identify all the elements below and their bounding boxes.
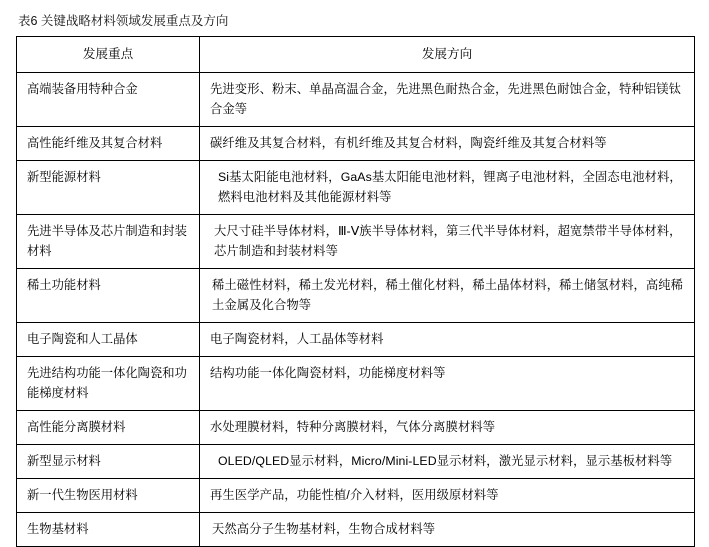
cell-focus: 高端装备用特种合金 [17, 73, 200, 127]
table-header [17, 37, 695, 73]
table-row [17, 215, 695, 269]
table-row [17, 513, 695, 547]
cell-direction: 天然高分子生物基材料，生物合成材料等 [200, 513, 695, 547]
table-row [17, 357, 695, 411]
strategic-materials-table [16, 36, 695, 547]
cell-direction: 大尺寸硅半导体材料，Ⅲ-Ⅴ族半导体材料，第三代半导体材料，超宽禁带半导体材料，芯片制造和封装材料等 [200, 215, 695, 269]
column-header-focus: 发展重点 [17, 37, 200, 73]
table-header-row [17, 37, 695, 73]
cell-direction: 碳纤维及其复合材料，有机纤维及其复合材料，陶瓷纤维及其复合材料等 [200, 127, 695, 161]
cell-direction: OLED/QLED显示材料，Micro/Mini-LED显示材料，激光显示材料，显示基板材料等 [200, 445, 695, 479]
table-body [17, 73, 695, 547]
cell-focus: 稀土功能材料 [17, 269, 200, 323]
table-row [17, 445, 695, 479]
table-row [17, 127, 695, 161]
cell-direction: 先进变形、粉末、单晶高温合金，先进黑色耐热合金，先进黑色耐蚀合金，特种铝镁钛合金等 [200, 73, 695, 127]
cell-focus: 先进结构功能一体化陶瓷和功能梯度材料 [17, 357, 200, 411]
table-row [17, 411, 695, 445]
cell-focus: 生物基材料 [17, 513, 200, 547]
cell-focus: 电子陶瓷和人工晶体 [17, 323, 200, 357]
cell-focus: 新型显示材料 [17, 445, 200, 479]
cell-direction: 水处理膜材料，特种分离膜材料，气体分离膜材料等 [200, 411, 695, 445]
cell-focus: 高性能分离膜材料 [17, 411, 200, 445]
table-caption: 表6 关键战略材料领域发展重点及方向 [18, 14, 229, 28]
table-row [17, 73, 695, 127]
cell-focus: 先进半导体及芯片制造和封装材料 [17, 215, 200, 269]
cell-direction: 电子陶瓷材料，人工晶体等材料 [200, 323, 695, 357]
table-row [17, 479, 695, 513]
cell-direction: 结构功能一体化陶瓷材料，功能梯度材料等 [200, 357, 695, 411]
table-row [17, 161, 695, 215]
cell-direction: 再生医学产品，功能性植/介入材料，医用级原材料等 [200, 479, 695, 513]
cell-focus: 高性能纤维及其复合材料 [17, 127, 200, 161]
cell-focus: 新一代生物医用材料 [17, 479, 200, 513]
column-header-direction: 发展方向 [200, 37, 695, 73]
cell-focus: 新型能源材料 [17, 161, 200, 215]
table-row [17, 269, 695, 323]
cell-direction: 稀土磁性材料，稀土发光材料，稀土催化材料，稀土晶体材料，稀土储氢材料，高纯稀土金属及化合物等 [200, 269, 695, 323]
cell-direction: Si基太阳能电池材料，GaAs基太阳能电池材料，锂离子电池材料，全固态电池材料，燃料电池材料及其他能源材料等 [200, 161, 695, 215]
table-row [17, 323, 695, 357]
